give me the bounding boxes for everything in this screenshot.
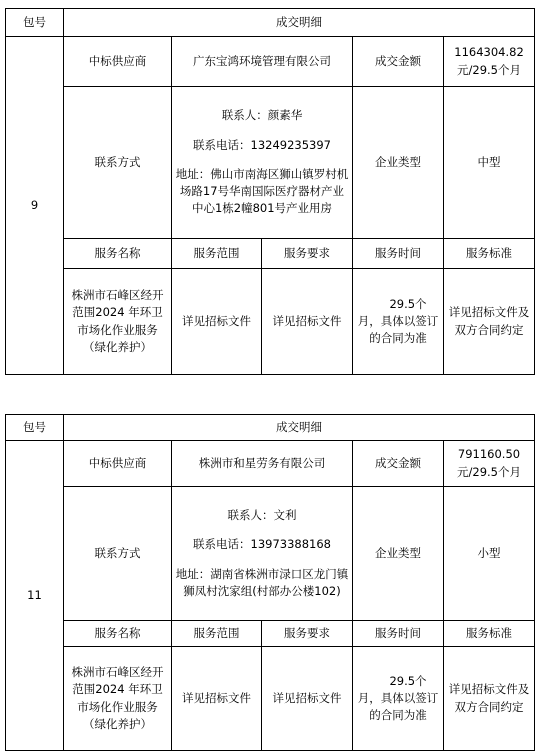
header-row: [6, 415, 535, 441]
service-requirement: 详见招标文件: [262, 269, 353, 375]
service-requirement-header: 服务要求: [262, 621, 353, 647]
header-row: [6, 9, 535, 37]
contact-phone: 联系电话：13249235397: [193, 137, 331, 152]
package-header: 包号: [6, 415, 64, 441]
service-name: 株洲市石峰区经开范围2024 年环卫市场化作业服务（绿化养护）: [64, 269, 172, 375]
service-time-rest: 月，具体以签订的合同为准: [357, 313, 439, 346]
service-row: [6, 647, 535, 751]
enterprise-type-value: 中型: [444, 87, 535, 239]
service-standard-header: 服务标准: [444, 239, 535, 269]
service-requirement-header: 服务要求: [262, 239, 353, 269]
service-scope: 详见招标文件: [172, 647, 262, 751]
supplier-label: 中标供应商: [64, 441, 172, 487]
service-requirement: 详见招标文件: [262, 647, 353, 751]
enterprise-type-label: 企业类型: [353, 87, 444, 239]
service-time-first: 29.5个: [389, 296, 427, 311]
amount-cell: [444, 37, 535, 87]
contact-row: [6, 87, 535, 239]
package-header: 包号: [6, 9, 64, 37]
supplier-name: 株洲市和星劳务有限公司: [172, 441, 353, 487]
service-name-header: 服务名称: [64, 239, 172, 269]
contact-address: 地址：湖南省株洲市渌口区龙门镇狮凤村沈家组(村部办公楼102): [175, 566, 349, 598]
package-number: 9: [6, 37, 64, 375]
details-header: 成交明细: [64, 415, 535, 441]
contact-label: 联系方式: [64, 87, 172, 239]
service-scope-header: 服务范围: [172, 621, 262, 647]
service-time-header: 服务时间: [353, 239, 444, 269]
supplier-label: 中标供应商: [64, 37, 172, 87]
service-header-row: [6, 621, 535, 647]
amount-value: 791160.50: [457, 447, 521, 462]
contact-info: [172, 487, 353, 621]
service-header-row: [6, 239, 535, 269]
amount-cell: [444, 441, 535, 487]
amount-unit: 元/29.5个月: [457, 464, 521, 479]
contact-info: [172, 87, 353, 239]
contact-address: 地址：佛山市南海区狮山镇罗村机场路17号华南国际医疗器材产业中心1栋2幢801号产业用房: [175, 166, 349, 216]
amount-label: 成交金额: [353, 441, 444, 487]
service-time-rest: 月，具体以签订的合同为准: [357, 690, 439, 723]
amount-value: 1164304.82: [454, 45, 524, 60]
supplier-name: 广东宝鸿环境管理有限公司: [172, 37, 353, 87]
service-standard: 详见招标文件及双方合同约定: [444, 647, 535, 751]
contact-row: [6, 487, 535, 621]
service-standard: 详见招标文件及双方合同约定: [444, 269, 535, 375]
contact-phone: 联系电话：13973388168: [193, 537, 331, 552]
contact-person: 联系人：文利: [227, 508, 297, 522]
service-time: [353, 269, 444, 375]
award-table-package-9: [5, 8, 535, 375]
enterprise-type-label: 企业类型: [353, 487, 444, 621]
service-name-header: 服务名称: [64, 621, 172, 647]
contact-person: 联系人：颜素华: [221, 108, 303, 123]
service-time: [353, 647, 444, 751]
award-table-package-11: [5, 414, 535, 751]
details-header: 成交明细: [64, 9, 535, 37]
service-time-first: 29.5个: [389, 673, 427, 688]
amount-label: 成交金额: [353, 37, 444, 87]
service-scope: 详见招标文件: [172, 269, 262, 375]
supplier-row: [6, 37, 535, 87]
supplier-row: [6, 441, 535, 487]
service-scope-header: 服务范围: [172, 239, 262, 269]
service-standard-header: 服务标准: [444, 621, 535, 647]
package-number: 11: [6, 441, 64, 751]
service-time-header: 服务时间: [353, 621, 444, 647]
service-row: [6, 269, 535, 375]
contact-label: 联系方式: [64, 487, 172, 621]
amount-unit: 元/29.5个月: [457, 62, 521, 77]
service-name: 株洲市石峰区经开范围2024 年环卫市场化作业服务（绿化养护）: [64, 647, 172, 751]
enterprise-type-value: 小型: [444, 487, 535, 621]
